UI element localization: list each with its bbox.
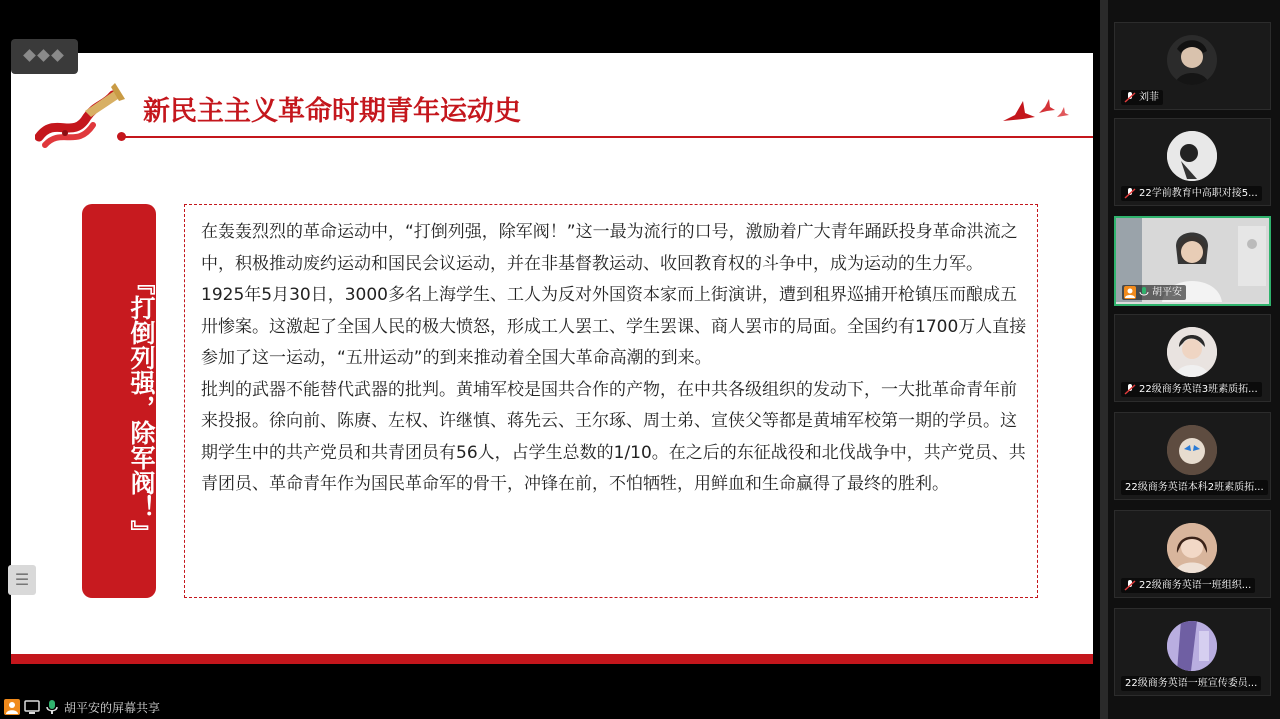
- avatar: [1167, 327, 1217, 377]
- trumpet-ribbon-logo: [35, 75, 127, 153]
- participant-name: 22级商务英语本科2班素质拓...: [1121, 480, 1268, 495]
- mic-muted-icon: [1124, 384, 1136, 395]
- participant-tile[interactable]: [1114, 314, 1271, 402]
- content-box: [184, 204, 1038, 598]
- flying-birds-decoration: [1001, 91, 1071, 127]
- toolbar-menu-button[interactable]: [11, 39, 78, 74]
- screen-share-icon: [24, 699, 40, 715]
- participant-name: 22学前教育中高职对接5...: [1121, 186, 1262, 201]
- list-menu-icon[interactable]: ☰: [8, 565, 36, 595]
- participant-name: 22级商务英语3班素质拓...: [1121, 382, 1262, 397]
- shared-slide: [11, 53, 1093, 664]
- avatar: [1167, 35, 1217, 85]
- panel-divider[interactable]: [1100, 0, 1108, 719]
- paragraph: 1925年5月30日，3000多名上海学生、工人为反对外国资本家而上街演讲，遭到租界巡捕开枪镇压而酿成五卅惨案。这激起了全国人民的极大愤怒，形成工人罢工、学生罢课、商人罢市的局面。全国约有1700万人直接参加了这一运动，“五卅运动”的到来推动着全国大革命高潮的到来。: [201, 285, 1027, 368]
- avatar: [1167, 621, 1217, 671]
- diamond-dots-icon: [23, 49, 67, 63]
- mic-speaking-icon: [1138, 287, 1150, 298]
- participant-tile-active-speaker[interactable]: [1114, 216, 1271, 306]
- status-bar: [0, 695, 1100, 719]
- participant-tile[interactable]: [1114, 118, 1271, 206]
- participant-name: 刘菲: [1121, 90, 1163, 105]
- participant-tile[interactable]: [1114, 510, 1271, 598]
- participants-panel: [1108, 0, 1280, 719]
- participant-name: 22级商务英语一班宣传委员...: [1121, 676, 1261, 691]
- content-text: [201, 217, 1027, 501]
- user-icon: [4, 699, 20, 715]
- participant-tile[interactable]: [1114, 22, 1271, 110]
- avatar: [1167, 523, 1217, 573]
- avatar: [1167, 131, 1217, 181]
- slogan-text: 『打倒列强，除军阀！』: [127, 269, 156, 545]
- microphone-icon: [44, 699, 60, 715]
- mic-muted-icon: [1124, 92, 1136, 103]
- mic-muted-icon: [1124, 188, 1136, 199]
- slide-title: 新民主主义革命时期青年运动史: [143, 96, 521, 127]
- participant-name: 胡平安: [1122, 285, 1186, 300]
- paragraph: 在轰轰烈烈的革命运动中，“打倒列强，除军阀！”这一最为流行的口号，激励着广大青年踊跃投身革命洪流之中，积极推动废约运动和国民会议运动，并在非基督教运动、收回教育权的斗争中，成为运动的生力军。: [201, 222, 1018, 274]
- slide-footer-bar: [11, 654, 1093, 664]
- participant-tile[interactable]: [1114, 608, 1271, 696]
- participant-name: 22级商务英语一班组织...: [1121, 578, 1255, 593]
- screen-share-label: 胡平安的屏幕共享: [64, 701, 161, 715]
- participant-tile[interactable]: [1114, 412, 1271, 500]
- mic-muted-icon: [1124, 580, 1136, 591]
- paragraph: 批判的武器不能替代武器的批判。黄埔军校是国共合作的产物，在中共各级组织的发动下，一大批革命青年前来投报。徐向前、陈赓、左权、许继慎、蒋先云、王尔琢、周士弟、宣侠父等都是黄埔军校第一期的学员。这期学生中的共产党员和共青团员有56人，占学生总数的1/10。在之后的东征战役和北伐战争中，共产党员、共青团员、革命青年作为国民革命军的骨干，冲锋在前，不怕牺牲，用鲜血和生命赢得了最终的胜利。: [201, 379, 1026, 494]
- title-rule: [123, 136, 1093, 138]
- slogan-card: [82, 204, 156, 598]
- avatar: [1167, 425, 1217, 475]
- host-icon: [1124, 286, 1136, 299]
